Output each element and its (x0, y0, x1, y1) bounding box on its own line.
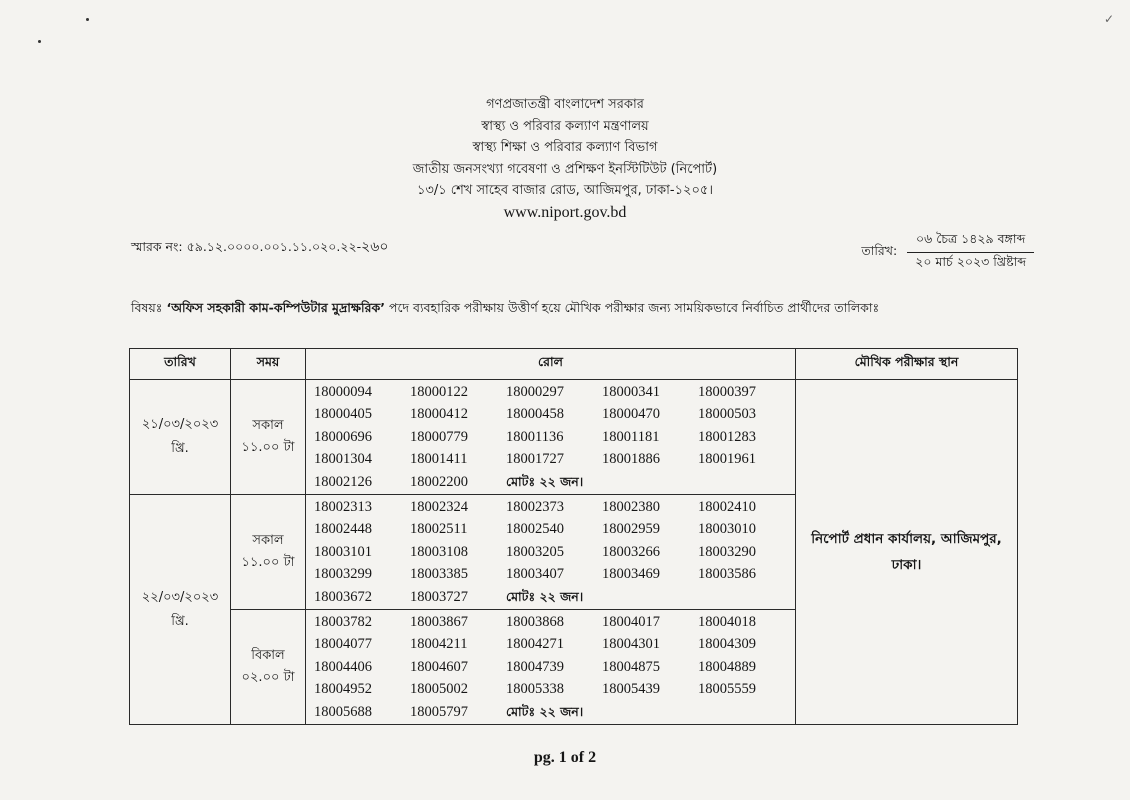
exam-date: ২১/০৩/২০২৩ (141, 417, 219, 433)
date-label: তারিখ: (861, 242, 898, 258)
roll-number: 18004406 (314, 658, 372, 675)
roll-number: 18003672 (314, 588, 372, 605)
roll-number: 18004301 (602, 636, 660, 653)
venue-line: ঢাকা। (891, 557, 922, 574)
website-link[interactable]: www.niport.gov.bd (503, 203, 627, 221)
roll-number: 18003290 (698, 543, 756, 560)
memo-value: ৫৯.১২.০০০০.০০১.১১.০২০.২২- (186, 239, 362, 254)
exam-time: ১১.০০ টা (241, 440, 295, 456)
roll-number: 18004077 (314, 636, 372, 653)
roll-total: মোটঃ ২২ জন। (506, 588, 584, 604)
header-roll: রোল (306, 349, 796, 380)
roll-number: 18003385 (410, 566, 468, 583)
roll-number: 18002126 (314, 473, 372, 490)
roll-total: মোটঃ ২২ জন। (506, 473, 584, 489)
memo-label: স্মারক নং: (131, 239, 183, 254)
exam-date-era: খ্রি. (171, 441, 189, 457)
roll-number: 18005559 (698, 681, 756, 698)
roll-list (306, 610, 795, 724)
exam-time-cell (231, 380, 306, 495)
roll-number: 18005797 (410, 703, 468, 720)
roll-number: 18001411 (410, 451, 468, 468)
roll-number: 18003782 (314, 614, 372, 631)
letterhead (0, 94, 1130, 223)
roll-cell (306, 495, 796, 610)
institute-name: জাতীয় জনসংখ্যা গবেষণা ও প্রশিক্ষণ ইনস্টিটিউট (নিপোর্ট) (412, 161, 718, 177)
header-venue: মৌখিক পরীক্ষার স্থান (796, 349, 1018, 380)
roll-number: 18002200 (410, 473, 468, 490)
corner-tick-mark: ✓ (1103, 12, 1114, 26)
roll-number: 18004739 (506, 658, 564, 675)
roll-number: 18002959 (602, 521, 660, 538)
roll-number: 18004211 (410, 636, 468, 653)
table-header-row (130, 349, 1018, 380)
date-gregorian: ২০ মার্চ ২০২৩ খ্রিষ্টাব্দ (915, 254, 1026, 269)
roll-number: 18000122 (410, 384, 468, 400)
exam-time-cell (231, 610, 306, 725)
exam-time-period: সকাল (252, 418, 284, 434)
roll-number: 18001727 (506, 451, 564, 468)
roll-number: 18003299 (314, 566, 372, 583)
exam-time-period: বিকাল (251, 648, 285, 664)
venue-line: নিপোর্ট প্রধান কার্যালয়, আজিমপুর, (811, 531, 1002, 548)
roll-number: 18000779 (410, 428, 468, 445)
candidate-roll-table (129, 348, 1018, 725)
roll-number: 18001886 (602, 451, 660, 468)
roll-number: 18003407 (506, 566, 564, 583)
header-date: তারিখ (130, 349, 231, 380)
roll-number: 18001961 (698, 451, 756, 468)
institute-address: ১৩/১ শেখ সাহেব বাজার রোড, আজিমপুর, ঢাকা-১২০৫। (416, 183, 714, 198)
roll-number: 18003101 (314, 543, 372, 560)
memo-handwritten-number: ২৬০ (361, 239, 389, 255)
venue-cell (796, 380, 1018, 725)
roll-number: 18005002 (410, 681, 468, 698)
roll-list (306, 380, 795, 494)
header-time: সময় (231, 349, 306, 380)
subject-line (131, 300, 879, 320)
scan-speck (38, 40, 41, 43)
roll-number: 18004607 (410, 658, 468, 675)
subject-text: পদে ব্যবহারিক পরীক্ষায় উত্তীর্ণ হয়ে মৌখিক পরীক্ষার জন্য সাময়িকভাবে নির্বাচিত প্রার্থীদের তালিকাঃ (385, 300, 880, 315)
roll-number: 18001283 (698, 428, 756, 445)
page-number: pg. 1 of 2 (533, 749, 597, 766)
roll-number: 18002373 (506, 499, 564, 516)
roll-number: 18003108 (410, 543, 468, 560)
roll-number: 18003868 (506, 614, 564, 631)
government-name: গণপ্রজাতন্ত্রী বাংলাদেশ সরকার (486, 97, 644, 112)
table-row (130, 380, 1018, 495)
roll-number: 18001181 (602, 428, 660, 445)
roll-number: 18000297 (506, 384, 564, 400)
roll-number: 18001304 (314, 451, 372, 468)
exam-time-cell (231, 495, 306, 610)
exam-date-cell (130, 380, 231, 495)
roll-number: 18002324 (410, 499, 468, 516)
roll-total: মোটঃ ২২ জন। (506, 703, 584, 719)
exam-date-era: খ্রি. (171, 613, 189, 629)
roll-number: 18003727 (410, 588, 468, 605)
exam-time: ১১.০০ টা (241, 555, 295, 571)
roll-number: 18002448 (314, 521, 372, 538)
roll-number: 18000094 (314, 384, 372, 400)
roll-number: 18004309 (698, 636, 756, 653)
roll-number: 18001136 (506, 428, 564, 445)
roll-cell (306, 380, 796, 495)
roll-number: 18004271 (506, 636, 564, 653)
scan-speck (86, 18, 89, 21)
roll-number: 18000397 (698, 384, 756, 400)
exam-date-cell (130, 495, 231, 725)
roll-number: 18002313 (314, 499, 372, 516)
roll-number: 18000696 (314, 428, 372, 445)
roll-number: 18000503 (698, 406, 756, 423)
memo-number (131, 235, 388, 259)
exam-time: ০২.০০ টা (241, 670, 295, 686)
roll-number: 18004889 (698, 658, 756, 675)
roll-number: 18000412 (410, 406, 468, 423)
roll-number: 18002410 (698, 499, 756, 516)
roll-number: 18000470 (602, 406, 660, 423)
roll-number: 18003469 (602, 566, 660, 583)
roll-number: 18005688 (314, 703, 372, 720)
roll-number: 18005338 (506, 681, 564, 698)
roll-cell (306, 610, 796, 725)
roll-number: 18003867 (410, 614, 468, 631)
roll-number: 18003010 (698, 521, 756, 538)
division-name: স্বাস্থ্য শিক্ষা ও পরিবার কল্যাণ বিভাগ (472, 140, 658, 155)
roll-number: 18000341 (602, 384, 660, 400)
subject-post: ‘অফিস সহকারী কাম-কম্পিউটার মুদ্রাক্ষরিক’ (166, 300, 385, 315)
roll-number: 18002380 (602, 499, 660, 516)
exam-date: ২২/০৩/২০২৩ (141, 589, 219, 605)
roll-number: 18005439 (602, 681, 660, 698)
roll-number: 18004017 (602, 614, 660, 631)
ministry-name: স্বাস্থ্য ও পরিবার কল্যাণ মন্ত্রণালয় (481, 118, 649, 134)
roll-number: 18002511 (410, 521, 468, 538)
issue-date (861, 230, 1034, 275)
roll-number: 18004018 (698, 614, 756, 631)
roll-list (306, 495, 795, 609)
subject-label: বিষয়ঃ (131, 300, 163, 315)
roll-number: 18003586 (698, 566, 756, 583)
roll-number: 18003266 (602, 543, 660, 560)
roll-number: 18003205 (506, 543, 564, 560)
roll-number: 18000405 (314, 406, 372, 423)
roll-number: 18004875 (602, 658, 660, 675)
exam-time-period: সকাল (252, 533, 284, 549)
roll-number: 18004952 (314, 681, 372, 698)
date-bangla: ০৬ চৈত্র ১৪২৯ বঙ্গাব্দ (907, 230, 1034, 253)
roll-number: 18000458 (506, 406, 564, 423)
roll-number: 18002540 (506, 521, 564, 538)
